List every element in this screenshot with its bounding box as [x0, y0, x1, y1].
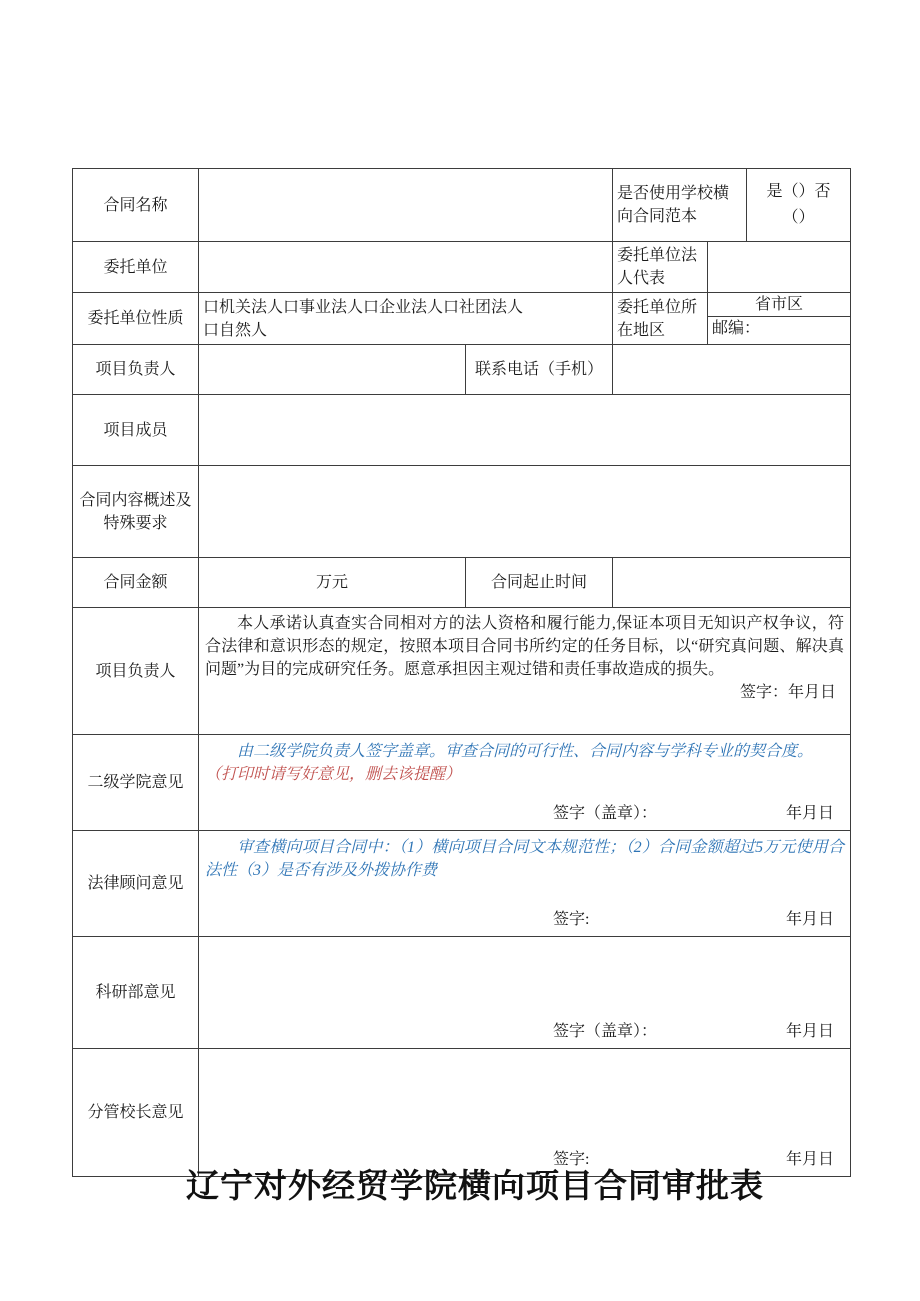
- legal-opinion-cell[interactable]: [199, 831, 851, 937]
- leader-commitment-label: 项目负责人: [73, 608, 199, 735]
- legal-rep-label: 委托单位法人代表: [613, 242, 708, 293]
- template-usage-label: 是否使用学校横向合同范本: [613, 169, 747, 242]
- college-date-label: 年月日: [786, 805, 835, 822]
- approval-form-table: [72, 168, 851, 1177]
- region-value: 省市区: [708, 293, 850, 317]
- research-sign-label: 签字（盖章）：: [553, 1023, 658, 1040]
- postcode-label: 邮编：: [712, 320, 761, 337]
- college-opinion-reminder: （打印时请写好意见，删去该提醒）: [205, 766, 462, 783]
- legal-signature-line: [553, 908, 834, 931]
- client-unit-input-cell[interactable]: [199, 242, 613, 293]
- members-input-cell[interactable]: [199, 395, 851, 466]
- project-leader-label: 项目负责人: [73, 345, 199, 395]
- contract-period-label: 合同起止时间: [466, 558, 613, 608]
- vice-president-opinion-label: 分管校长意见: [73, 1049, 199, 1177]
- president-opinion-cell[interactable]: [199, 1049, 851, 1177]
- college-signature-line: [553, 802, 834, 825]
- contract-name-label: 合同名称: [73, 169, 199, 242]
- contract-amount-label: 合同金额: [73, 558, 199, 608]
- legal-date-label: 年月日: [786, 911, 835, 928]
- client-unit-label: 委托单位: [73, 242, 199, 293]
- contract-summary-label: 合同内容概述及特殊要求: [73, 466, 199, 558]
- contact-phone-label: 联系电话（手机）: [466, 345, 613, 395]
- unit-region-label: 委托单位所在地区: [613, 293, 708, 345]
- region-postcode-cell[interactable]: [708, 293, 851, 345]
- legal-sign-label: 签字:: [553, 911, 590, 928]
- template-option-yes-no: 是（）否: [766, 183, 831, 200]
- template-option-parens: （）: [782, 209, 815, 226]
- commitment-sign-date: 签字：年月日: [740, 684, 837, 701]
- template-options-cell[interactable]: [747, 169, 851, 242]
- legal-advisor-opinion-label: 法律顾问意见: [73, 831, 199, 937]
- president-sign-label: 签字:: [553, 1151, 590, 1168]
- unit-nature-options-cell[interactable]: [199, 293, 613, 345]
- leader-name-input-cell[interactable]: [199, 345, 466, 395]
- legal-opinion-note: 审查横向项目合同中：（1）横向项目合同文本规范性；（2）合同金额超过5万元使用合法性（3）是否有涉及外拨协作费: [205, 839, 845, 879]
- unit-nature-checkboxes-line2: 口自然人: [203, 321, 268, 339]
- research-signature-line: [553, 1020, 834, 1043]
- research-date-label: 年月日: [786, 1023, 835, 1040]
- commitment-cell: [199, 608, 851, 735]
- project-members-label: 项目成员: [73, 395, 199, 466]
- legal-rep-input-cell[interactable]: [708, 242, 851, 293]
- unit-nature-label: 委托单位性质: [73, 293, 199, 345]
- college-opinion-note: 由二级学院负责人签字盖章。审查合同的可行性、合同内容与学科专业的契合度。: [237, 743, 814, 760]
- page-title: 辽宁对外经贸学院横向项目合同审批表: [186, 1169, 764, 1205]
- phone-input-cell[interactable]: [613, 345, 851, 395]
- period-input-cell[interactable]: [613, 558, 851, 608]
- college-opinion-label: 二级学院意见: [73, 735, 199, 831]
- amount-unit-cell[interactable]: 万元: [199, 558, 466, 608]
- college-opinion-cell[interactable]: [199, 735, 851, 831]
- commitment-text: 本人承诺认真查实合同相对方的法人资格和履行能力,保证本项目无知识产权争议，符合法律和意识形态的规定，按照本项目合同书所约定的任务目标，以“研究真问题、解决真问题”为目的完成研究任务。愿意承担因主观过错和责任事故造成的损失。: [205, 615, 845, 678]
- president-date-label: 年月日: [786, 1151, 835, 1168]
- contract-name-input-cell[interactable]: [199, 169, 613, 242]
- research-opinion-cell[interactable]: [199, 937, 851, 1049]
- college-sign-label: 签字（盖章）：: [553, 805, 658, 822]
- research-dept-opinion-label: 科研部意见: [73, 937, 199, 1049]
- summary-input-cell[interactable]: [199, 466, 851, 558]
- unit-nature-checkboxes-line1: 口机关法人口事业法人口企业法人口社团法人: [203, 298, 524, 316]
